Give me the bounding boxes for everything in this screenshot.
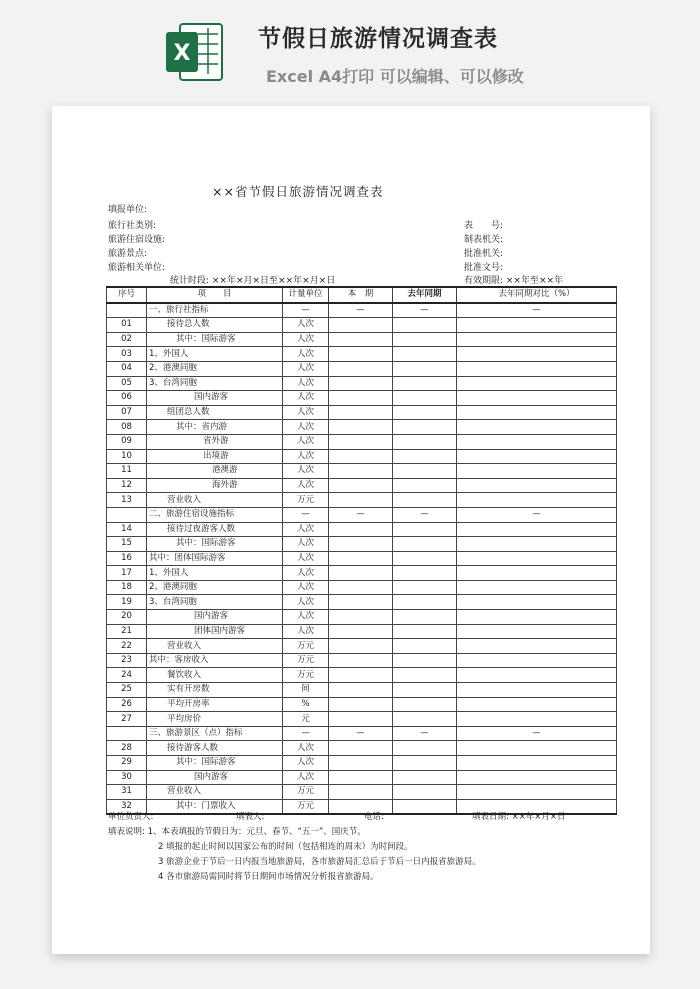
- cell-compare: [457, 464, 617, 479]
- footer-date: 填表日期: ××年×月×日: [472, 812, 566, 822]
- cell-compare: [457, 610, 617, 625]
- cell-no: 12: [107, 478, 147, 493]
- cell-current: [329, 361, 393, 376]
- col-header-item: 项 目: [147, 287, 283, 303]
- cell-current: [329, 785, 393, 800]
- cell-unit: 人次: [283, 522, 329, 537]
- cell-compare: [457, 420, 617, 435]
- cell-unit: 人次: [283, 332, 329, 347]
- cell-no: 06: [107, 391, 147, 406]
- table-row: [107, 741, 617, 756]
- cell-compare: [457, 332, 617, 347]
- cell-item: 三、旅游景区（点）指标: [147, 726, 283, 741]
- cell-current: [329, 405, 393, 420]
- cell-no: [107, 507, 147, 522]
- cell-no: 15: [107, 537, 147, 552]
- cell-no: 04: [107, 361, 147, 376]
- cell-unit: 人次: [283, 478, 329, 493]
- cell-item: 3、台湾同胞: [147, 595, 283, 610]
- col-header-current: 本 期: [329, 287, 393, 303]
- cell-compare: [457, 653, 617, 668]
- field-travel-agency-type: 旅行社类别:: [108, 221, 157, 231]
- banner: [0, 0, 700, 100]
- cell-no: 03: [107, 347, 147, 362]
- cell-unit: 人次: [283, 551, 329, 566]
- cell-no: 17: [107, 566, 147, 581]
- cell-current: [329, 493, 393, 508]
- cell-last-year: [393, 785, 457, 800]
- table-row: [107, 347, 617, 362]
- table-row: [107, 420, 617, 435]
- col-header-unit: 计量单位: [283, 287, 329, 303]
- cell-unit: 人次: [283, 420, 329, 435]
- cell-no: 24: [107, 668, 147, 683]
- cell-last-year: [393, 434, 457, 449]
- cell-last-year: [393, 799, 457, 814]
- cell-last-year: [393, 624, 457, 639]
- footer-note-1: 填表说明: 1、本表填报的节假日为：元旦、春节、“五一”、国庆节。: [108, 827, 366, 837]
- field-reporting-unit: 填报单位:: [108, 205, 148, 215]
- cell-compare: [457, 478, 617, 493]
- cell-last-year: [393, 595, 457, 610]
- survey-table: [106, 286, 617, 815]
- cell-unit: 人次: [283, 610, 329, 625]
- cell-item: 出境游: [147, 449, 283, 464]
- cell-item: 1、外国人: [147, 566, 283, 581]
- svg-text:X: X: [173, 41, 191, 66]
- cell-compare: [457, 405, 617, 420]
- cell-compare: [457, 449, 617, 464]
- cell-compare: —: [457, 726, 617, 741]
- cell-last-year: [393, 332, 457, 347]
- field-lodging: 旅游住宿设施:: [108, 235, 166, 245]
- cell-item: 省外游: [147, 434, 283, 449]
- cell-item: 一、旅行社指标: [147, 303, 283, 318]
- cell-item: 2、港澳同胞: [147, 361, 283, 376]
- cell-item: 国内游客: [147, 770, 283, 785]
- cell-no: 08: [107, 420, 147, 435]
- footer-phone: 电话:: [364, 812, 384, 822]
- cell-last-year: [393, 756, 457, 771]
- table-row: [107, 770, 617, 785]
- cell-last-year: [393, 347, 457, 362]
- cell-item: 其中：团体国际游客: [147, 551, 283, 566]
- table-row: [107, 610, 617, 625]
- table-row: [107, 464, 617, 479]
- field-approval-no: 批准文号:: [464, 263, 504, 273]
- table-row: [107, 580, 617, 595]
- cell-last-year: [393, 405, 457, 420]
- cell-current: [329, 595, 393, 610]
- cell-last-year: [393, 639, 457, 654]
- cell-compare: [457, 595, 617, 610]
- cell-no: 20: [107, 610, 147, 625]
- cell-item: 海外游: [147, 478, 283, 493]
- cell-item: 实有开房数: [147, 683, 283, 698]
- cell-no: 01: [107, 318, 147, 333]
- cell-compare: [457, 741, 617, 756]
- cell-no: 32: [107, 799, 147, 814]
- cell-no: 22: [107, 639, 147, 654]
- table-row: [107, 537, 617, 552]
- table-row: [107, 522, 617, 537]
- cell-compare: [457, 697, 617, 712]
- cell-unit: 人次: [283, 464, 329, 479]
- cell-no: 07: [107, 405, 147, 420]
- cell-unit: 人次: [283, 405, 329, 420]
- cell-compare: [457, 668, 617, 683]
- cell-no: 18: [107, 580, 147, 595]
- cell-item: 接待过夜游客人数: [147, 522, 283, 537]
- cell-last-year: [393, 610, 457, 625]
- cell-compare: [457, 580, 617, 595]
- table-row: [107, 405, 617, 420]
- footer-filler: 填表人:: [236, 812, 265, 822]
- cell-no: 31: [107, 785, 147, 800]
- table-row: [107, 785, 617, 800]
- cell-unit: 元: [283, 712, 329, 727]
- table-row: [107, 449, 617, 464]
- cell-unit: 万元: [283, 785, 329, 800]
- cell-compare: —: [457, 303, 617, 318]
- cell-current: [329, 551, 393, 566]
- document-title: ××省节假日旅游情况调查表: [212, 184, 384, 199]
- cell-item: 国内游客: [147, 610, 283, 625]
- cell-no: 11: [107, 464, 147, 479]
- field-approval-office: 批准机关:: [464, 249, 504, 259]
- cell-current: [329, 566, 393, 581]
- cell-unit: 人次: [283, 580, 329, 595]
- excel-icon: [162, 20, 226, 84]
- cell-item: 组团总人数: [147, 405, 283, 420]
- table-row: [107, 551, 617, 566]
- cell-compare: [457, 493, 617, 508]
- cell-last-year: —: [393, 507, 457, 522]
- cell-item: 营业收入: [147, 493, 283, 508]
- table-row: [107, 668, 617, 683]
- cell-unit: 人次: [283, 449, 329, 464]
- cell-no: 23: [107, 653, 147, 668]
- table-row: [107, 595, 617, 610]
- cell-current: [329, 610, 393, 625]
- table-row: [107, 653, 617, 668]
- cell-last-year: [393, 741, 457, 756]
- cell-item: 平均房价: [147, 712, 283, 727]
- cell-item: 营业收入: [147, 785, 283, 800]
- cell-last-year: [393, 464, 457, 479]
- cell-item: 1、外国人: [147, 347, 283, 362]
- cell-unit: —: [283, 303, 329, 318]
- table-body: [107, 303, 617, 815]
- footer-note-3: 3 旅游企业于节后一日内报当地旅游局，各市旅游局汇总后于节后一日内报省旅游局。: [158, 857, 481, 867]
- cell-last-year: [393, 522, 457, 537]
- cell-compare: [457, 712, 617, 727]
- cell-last-year: [393, 697, 457, 712]
- cell-item: 其中：国际游客: [147, 756, 283, 771]
- field-validity: 有效期限: ××年至××年: [464, 276, 564, 286]
- cell-current: —: [329, 303, 393, 318]
- footer-note-2: 2 填报的起止时间以国家公布的时间（包括相连的周末）为时间段。: [158, 842, 413, 852]
- cell-current: [329, 683, 393, 698]
- cell-no: 13: [107, 493, 147, 508]
- cell-last-year: —: [393, 303, 457, 318]
- cell-unit: 万元: [283, 493, 329, 508]
- cell-last-year: [393, 478, 457, 493]
- cell-no: 25: [107, 683, 147, 698]
- cell-compare: [457, 537, 617, 552]
- cell-unit: 人次: [283, 347, 329, 362]
- cell-last-year: [393, 653, 457, 668]
- statistics-period: 统计时段: ××年×月×日至××年×月×日: [170, 276, 336, 286]
- cell-last-year: [393, 361, 457, 376]
- cell-current: [329, 434, 393, 449]
- cell-compare: [457, 318, 617, 333]
- cell-current: [329, 376, 393, 391]
- cell-no: 09: [107, 434, 147, 449]
- cell-current: [329, 712, 393, 727]
- cell-item: 二、旅游住宿设施指标: [147, 507, 283, 522]
- cell-unit: 人次: [283, 624, 329, 639]
- cell-last-year: [393, 493, 457, 508]
- cell-current: [329, 332, 393, 347]
- cell-compare: [457, 434, 617, 449]
- cell-last-year: [393, 537, 457, 552]
- cell-unit: 人次: [283, 741, 329, 756]
- cell-last-year: [393, 391, 457, 406]
- cell-current: [329, 391, 393, 406]
- cell-unit: 人次: [283, 566, 329, 581]
- cell-item: 其中：国际游客: [147, 332, 283, 347]
- cell-no: 27: [107, 712, 147, 727]
- banner-subtitle: Excel A4打印 可以编辑、可以修改: [266, 67, 524, 86]
- cell-unit: 人次: [283, 595, 329, 610]
- col-header-no: 序号: [107, 287, 147, 303]
- cell-current: [329, 522, 393, 537]
- table-row: [107, 478, 617, 493]
- cell-last-year: [393, 318, 457, 333]
- cell-no: [107, 303, 147, 318]
- cell-item: 3、台湾同胞: [147, 376, 283, 391]
- table-row: [107, 683, 617, 698]
- cell-item: 团体国内游客: [147, 624, 283, 639]
- cell-current: [329, 478, 393, 493]
- cell-compare: [457, 551, 617, 566]
- cell-last-year: [393, 712, 457, 727]
- table-row: [107, 361, 617, 376]
- cell-current: [329, 770, 393, 785]
- cell-unit: —: [283, 507, 329, 522]
- field-related-unit: 旅游相关单位:: [108, 263, 166, 273]
- cell-compare: [457, 683, 617, 698]
- footer-note-4: 4 各市旅游局需同时将节日期间市场情况分析报省旅游局。: [158, 872, 379, 882]
- cell-unit: 人次: [283, 770, 329, 785]
- cell-compare: [457, 785, 617, 800]
- cell-item: 其中：省内游: [147, 420, 283, 435]
- table-row: [107, 624, 617, 639]
- cell-item: 接待游客人数: [147, 741, 283, 756]
- cell-compare: [457, 639, 617, 654]
- cell-compare: [457, 770, 617, 785]
- table-row: [107, 756, 617, 771]
- cell-compare: [457, 391, 617, 406]
- field-issuing-office: 制表机关:: [464, 235, 504, 245]
- cell-current: —: [329, 726, 393, 741]
- cell-last-year: [393, 668, 457, 683]
- cell-last-year: [393, 420, 457, 435]
- cell-item: 平均开房率: [147, 697, 283, 712]
- cell-current: [329, 449, 393, 464]
- cell-no: 26: [107, 697, 147, 712]
- cell-current: [329, 756, 393, 771]
- cell-current: [329, 347, 393, 362]
- cell-item: 接待总人数: [147, 318, 283, 333]
- cell-no: 28: [107, 741, 147, 756]
- cell-current: [329, 537, 393, 552]
- table-row: [107, 332, 617, 347]
- cell-unit: 人次: [283, 391, 329, 406]
- cell-current: [329, 624, 393, 639]
- cell-current: [329, 697, 393, 712]
- cell-compare: —: [457, 507, 617, 522]
- cell-item: 其中：客房收入: [147, 653, 283, 668]
- cell-current: [329, 464, 393, 479]
- field-scenic-spot: 旅游景点:: [108, 249, 148, 259]
- cell-unit: 万元: [283, 799, 329, 814]
- table-row: [107, 391, 617, 406]
- cell-compare: [457, 624, 617, 639]
- cell-unit: 万元: [283, 639, 329, 654]
- cell-no: 21: [107, 624, 147, 639]
- cell-no: 29: [107, 756, 147, 771]
- cell-last-year: [393, 683, 457, 698]
- banner-title: 节假日旅游情况调查表: [258, 26, 498, 52]
- cell-no: 30: [107, 770, 147, 785]
- cell-last-year: [393, 449, 457, 464]
- col-header-last-year: 去年同期: [393, 287, 457, 303]
- footer-head-of-unit: 单位负责人:: [108, 812, 154, 822]
- cell-unit: 人次: [283, 318, 329, 333]
- cell-current: [329, 668, 393, 683]
- table-row: [107, 303, 617, 318]
- cell-unit: 人次: [283, 434, 329, 449]
- col-header-compare: 去年同期对比（%）: [457, 287, 617, 303]
- cell-compare: [457, 361, 617, 376]
- cell-no: 02: [107, 332, 147, 347]
- cell-unit: 人次: [283, 756, 329, 771]
- cell-unit: %: [283, 697, 329, 712]
- cell-unit: 间: [283, 683, 329, 698]
- cell-no: 05: [107, 376, 147, 391]
- cell-item: 2、港澳同胞: [147, 580, 283, 595]
- cell-current: [329, 318, 393, 333]
- cell-unit: 人次: [283, 361, 329, 376]
- table-row: [107, 507, 617, 522]
- cell-item: 其中：门票收入: [147, 799, 283, 814]
- cell-item: 营业收入: [147, 639, 283, 654]
- cell-item: 其中：国际游客: [147, 537, 283, 552]
- table-row: [107, 493, 617, 508]
- cell-current: [329, 580, 393, 595]
- cell-unit: 万元: [283, 653, 329, 668]
- cell-item: 国内游客: [147, 391, 283, 406]
- cell-no: 10: [107, 449, 147, 464]
- cell-last-year: [393, 580, 457, 595]
- cell-current: [329, 420, 393, 435]
- cell-compare: [457, 347, 617, 362]
- cell-unit: —: [283, 726, 329, 741]
- cell-unit: 人次: [283, 376, 329, 391]
- table-row: [107, 639, 617, 654]
- document-page: [52, 106, 650, 954]
- cell-no: 14: [107, 522, 147, 537]
- cell-item: 港澳游: [147, 464, 283, 479]
- field-form-no: 表 号:: [464, 221, 504, 231]
- cell-last-year: [393, 566, 457, 581]
- cell-current: [329, 741, 393, 756]
- table-row: [107, 712, 617, 727]
- table-row: [107, 318, 617, 333]
- table-row: [107, 566, 617, 581]
- cell-compare: [457, 522, 617, 537]
- table-row: [107, 434, 617, 449]
- cell-unit: 人次: [283, 537, 329, 552]
- cell-current: —: [329, 507, 393, 522]
- cell-last-year: [393, 551, 457, 566]
- cell-current: [329, 653, 393, 668]
- cell-last-year: —: [393, 726, 457, 741]
- cell-current: [329, 639, 393, 654]
- table-row: [107, 726, 617, 741]
- table-header-row: [107, 287, 617, 303]
- table-row: [107, 697, 617, 712]
- cell-unit: 万元: [283, 668, 329, 683]
- cell-last-year: [393, 376, 457, 391]
- cell-item: 餐饮收入: [147, 668, 283, 683]
- cell-no: 16: [107, 551, 147, 566]
- cell-compare: [457, 566, 617, 581]
- cell-compare: [457, 376, 617, 391]
- cell-last-year: [393, 770, 457, 785]
- cell-no: 19: [107, 595, 147, 610]
- cell-compare: [457, 756, 617, 771]
- table-row: [107, 376, 617, 391]
- cell-no: [107, 726, 147, 741]
